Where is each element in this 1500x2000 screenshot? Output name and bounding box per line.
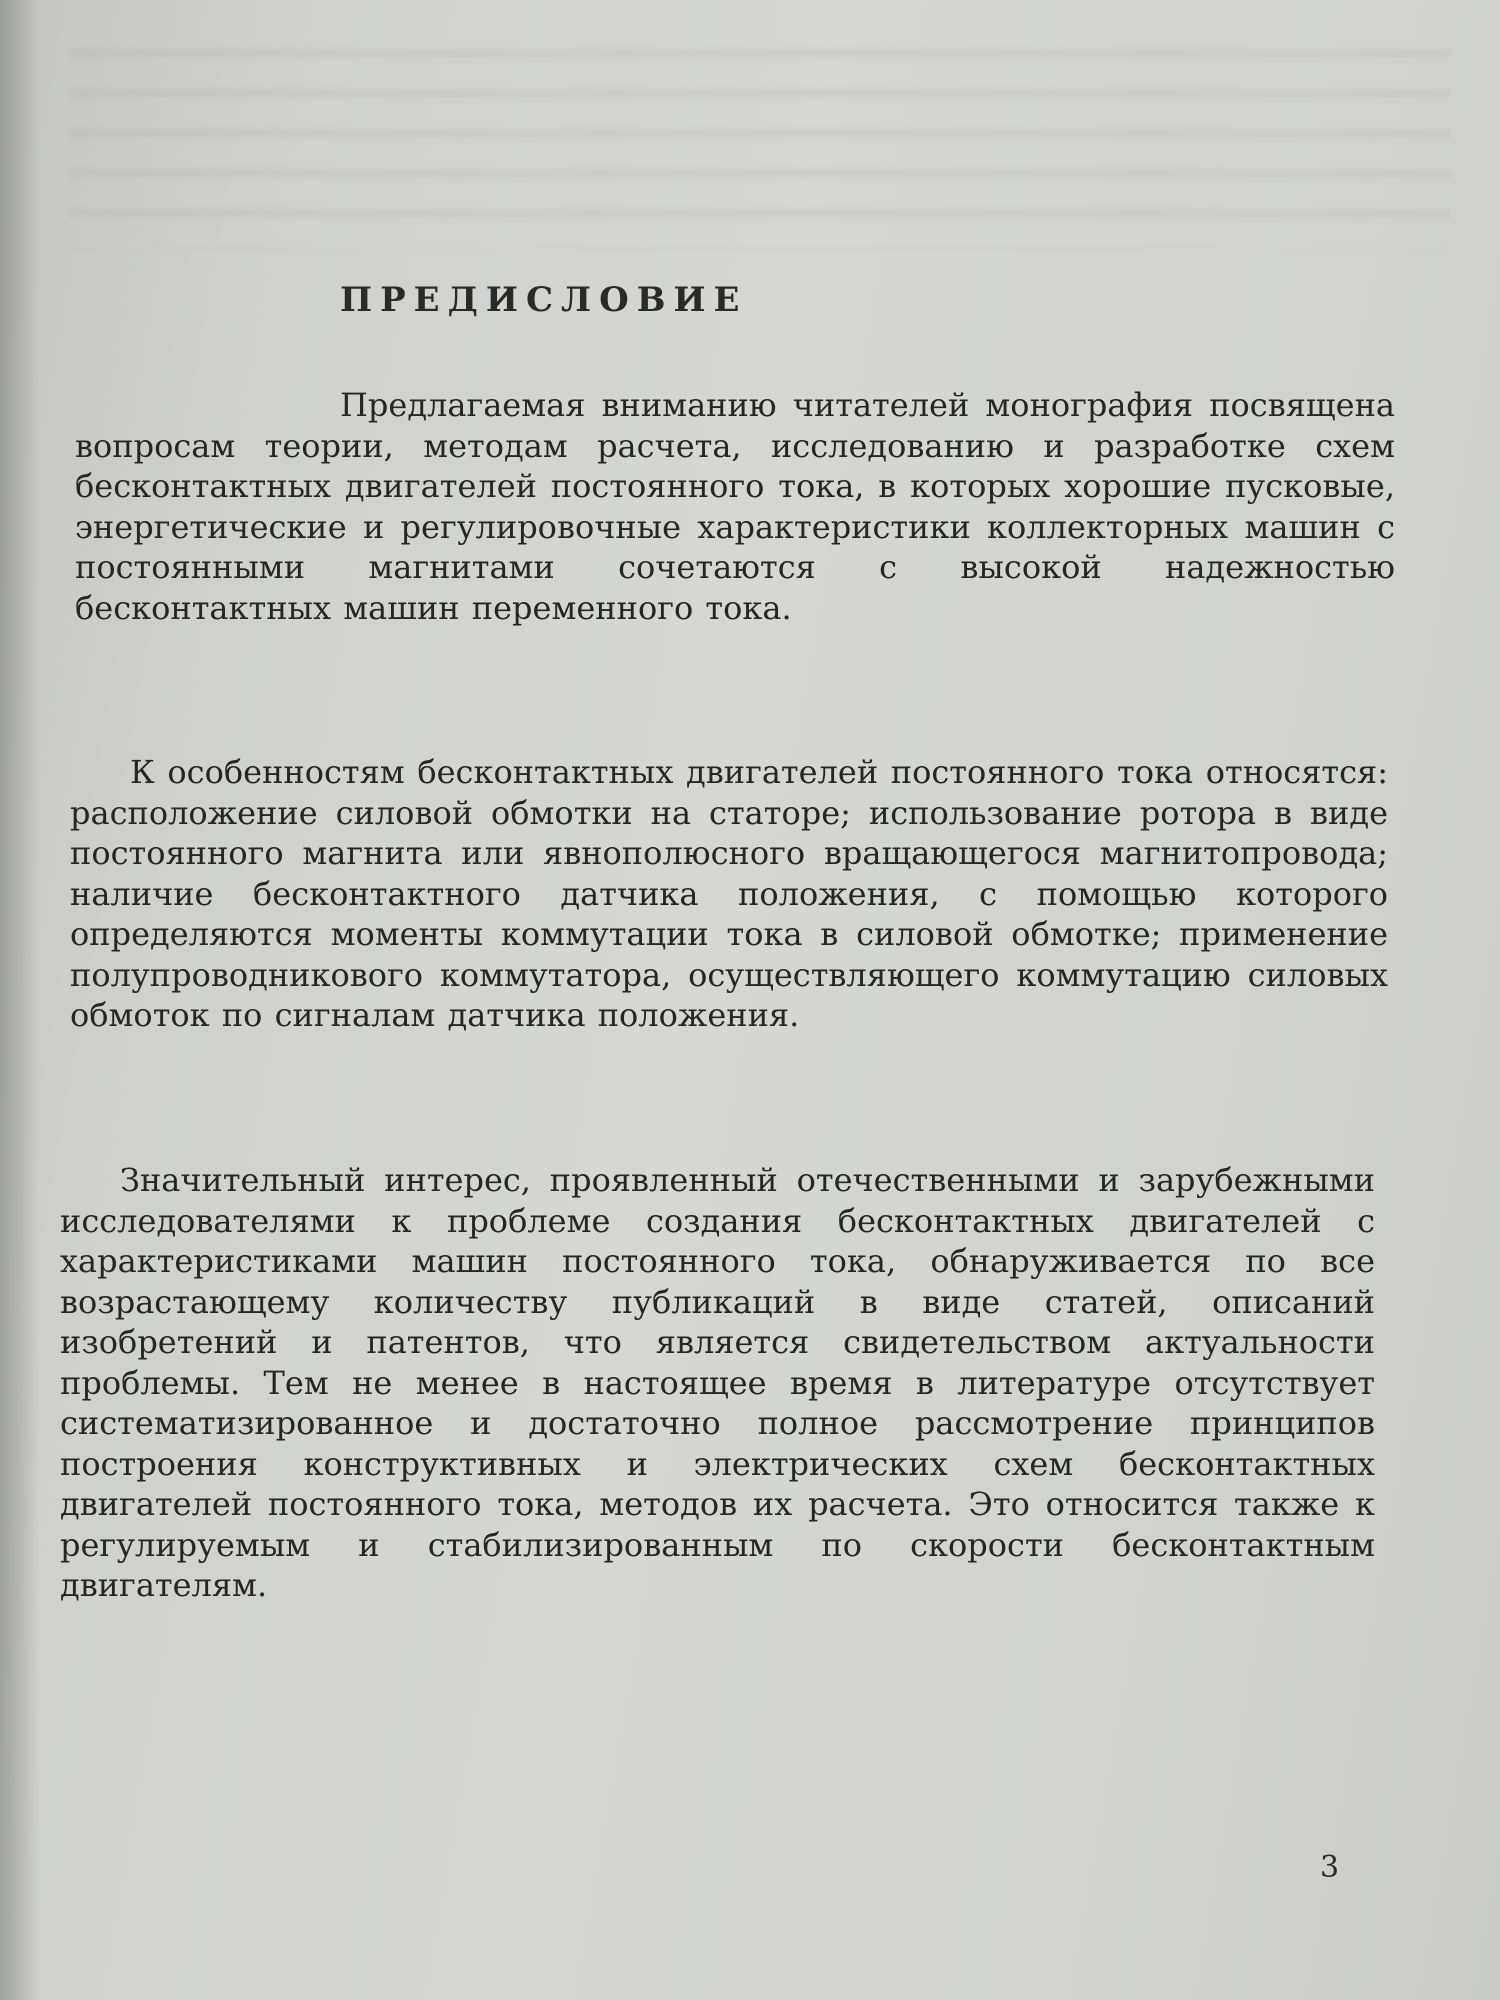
paragraph-1: Предлагаемая вниманию читателей монография посвящена вопросам теории, методам расчета, исследованию и разработке схем бесконтактных двигателей постоянного тока, в которых хорошие пусковые, энергетические и регулировочные характеристики коллекторных машин с постоянными магнитами сочетаются с высокой надежностью бесконтактных машин переменного тока.: [75, 386, 1395, 627]
bleed-through-text: [70, 20, 1450, 250]
page-gutter-shadow: [0, 0, 40, 2000]
page-number: 3: [1320, 1850, 1340, 1885]
paragraph-2: К особенностям бесконтактных двигателей постоянного тока относятся: расположение силовой обмотки на статоре; использование ротора в виде постоянного магнита или явнополюсного вращающегося магнитопровода; наличие бесконтактного датчика положения, с помощью которого определяются моменты коммутации тока в силовой обмотке; применение полупроводникового коммутатора, осуществляющего коммутацию силовых обмоток по сигналам датчика положения.: [70, 753, 1388, 1034]
page-heading: ПРЕДИСЛОВИЕ: [340, 280, 748, 320]
paragraph-3: Значительный интерес, проявленный отечественными и зарубежными исследователями к проблеме создания бесконтактных двигателей с характеристиками машин постоянного тока, обнаруживается по все возрастающему количеству публикаций в виде статей, описаний изобретений и патентов, что является свидетельством актуальности проблемы. Тем не менее в настоящее время в литературе отсутствует систематизированное и достаточно полное рассмотрение принципов построения конструктивных и электрических схем бесконтактных двигателей постоянного тока, методов их расчета. Это относится также к регулируемым и стабилизированным по скорости бесконтактным двигателям.: [60, 1161, 1375, 1604]
